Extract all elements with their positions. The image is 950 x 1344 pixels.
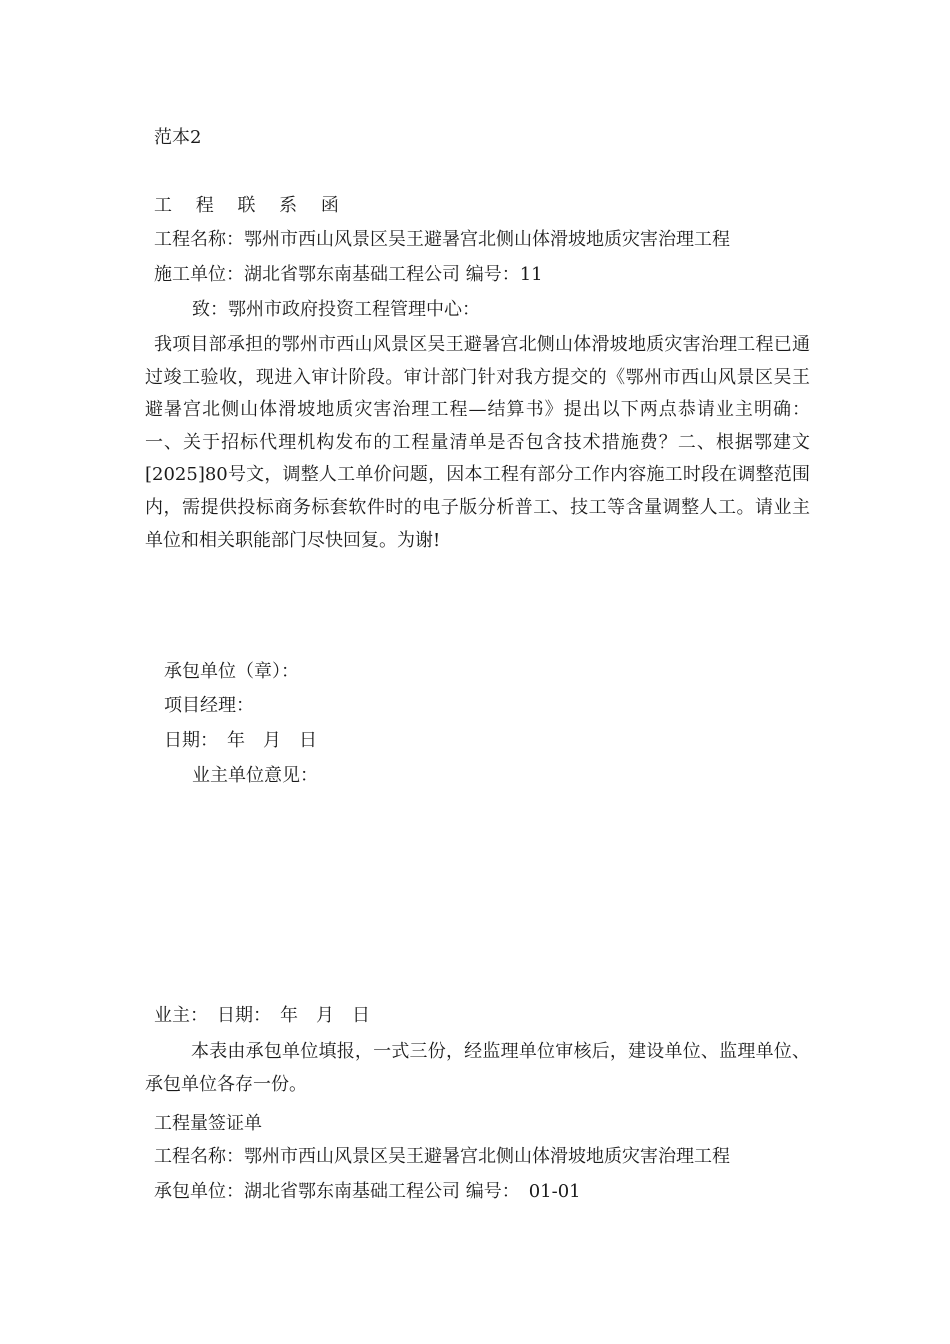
owner-opinion-label: 业主单位意见： (192, 765, 318, 786)
project-manager-line: 项目经理： (164, 695, 254, 716)
contractor-line: 施工单位：湖北省鄂东南基础工程公司 编号：11 (154, 264, 543, 285)
owner-date-line: 业主： 日期： 年 月 日 (154, 1005, 370, 1026)
letter-title: 工 程 联 系 函 (154, 195, 348, 216)
sample-label: 范本2 (154, 127, 202, 148)
contractor-seal-line: 承包单位（章）： (164, 661, 299, 682)
quantity-project-name-line: 工程名称：鄂州市西山风景区吴王避暑宫北侧山体滑坡地质灾害治理工程 (154, 1146, 730, 1167)
quantity-form-title: 工程量签证单 (154, 1113, 262, 1134)
letter-body: 我项目部承担的鄂州市西山风景区吴王避暑宫北侧山体滑坡地质灾害治理工程已通过竣工验收，现进入审计阶段。审计部门针对我方提交的《鄂州市西山风景区吴王避暑宫北侧山体滑坡地质灾害治理工程—结算书》提出以下两点恭请业主明确：一、关于招标代理机构发布的工程量清单是否包含技术措施费？二、根据鄂建文[2025]80号文，调整人工单价问题，因本工程有部分工作内容施工时段在调整范围内，需提供投标商务标套软件时的电子版分析普工、技工等含量调整人工。请业主单位和相关职能部门尽快回复。为谢! (145, 334, 810, 551)
form-note: 本表由承包单位填报，一式三份，经监理单位审核后，建设单位、监理单位、承包单位各存一份。 (145, 1041, 810, 1095)
signature-date-line: 日期： 年 月 日 (164, 730, 317, 751)
quantity-contractor-line: 承包单位：湖北省鄂东南基础工程公司 编号： 01-01 (154, 1181, 581, 1202)
addressee-line: 致：鄂州市政府投资工程管理中心： (192, 299, 480, 320)
project-name-line: 工程名称：鄂州市西山风景区吴王避暑宫北侧山体滑坡地质灾害治理工程 (154, 229, 730, 250)
